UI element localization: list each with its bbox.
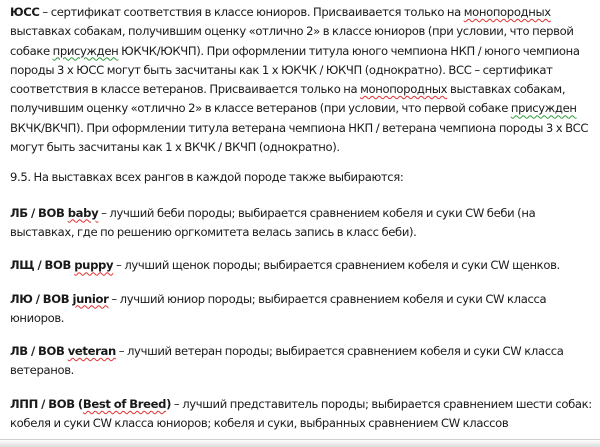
ycc-definition-part-a: – сертификат соответствия в классе юниоров. Присваивается только на: [39, 5, 464, 19]
item-junior: [10, 290, 594, 329]
item-term-en: Best of Breed: [82, 396, 167, 411]
item-term: [10, 258, 113, 272]
item-description: – лучший юниор породы; выбирается сравнением кобеля и суки CW класса юниоров.: [10, 291, 547, 325]
item-term-en: baby: [67, 205, 99, 220]
item-description: – лучший беби породы; выбирается сравнением кобеля и суки CW беби (на выставках, где по решению оргкомитета велась запись в класс беби).: [10, 205, 536, 239]
spellcheck-word-monopoly: монопородных: [360, 82, 448, 97]
item-description: – лучший представитель породы; выбирается сравнением шести собак: кобеля и суки CW класса юниоров; кобеля и суки, выбранных сравнением CW классов: [10, 396, 592, 431]
item-term-prefix: ЛЩ / BOB: [10, 258, 72, 273]
item-puppy: [10, 256, 594, 275]
item-term-prefix: ЛБ / BOB: [10, 205, 65, 220]
item-term: [10, 344, 116, 358]
vcc-definition-part-a: выставках собакам, получившим оценку «отлично 2» в классе ветеранов (при условии, что первой собаке: [10, 82, 566, 116]
spellcheck-word-monopoly: монопородных: [463, 5, 551, 19]
item-baby: [10, 204, 594, 243]
item-term-suffix: ): [166, 396, 172, 411]
item-term-prefix: ЛПП / BOB (: [10, 396, 83, 411]
page-bottom-edge: [0, 439, 600, 447]
item-term: [10, 397, 171, 411]
item-term-en: junior: [72, 291, 109, 306]
item-veteran: [10, 342, 594, 381]
section-heading: 9.5. На выставках всех рангов в каждой породе также выбираются:: [10, 170, 404, 185]
item-term-prefix: ЛЮ / BOB: [10, 291, 70, 306]
item-term: [10, 292, 109, 306]
item-term-en: veteran: [67, 344, 116, 359]
ycc-definition-part-b: выставках собакам, получившим оценку «отлично 2» в классе юниоров (при условии, что первой собаке: [10, 24, 574, 58]
grammar-word-awarded: присужден: [510, 101, 577, 116]
item-term-prefix: ЛВ / BOB: [10, 344, 65, 359]
item-term-en: puppy: [74, 258, 114, 273]
vcc-definition-part-b: ВКЧК/ВКЧП). При оформлении титула ветерана чемпиона НКП / ветерана чемпиона породы 3 х ВСС могут быть засчитаны как 1 х ВКЧК / ВКЧП (однократно).: [10, 120, 589, 155]
grammar-word-awarded: присужден: [52, 43, 119, 58]
item-term: [10, 206, 98, 220]
item-description: – лучший ветеран породы; выбирается сравнением кобеля и суки CW класса ветеранов.: [10, 344, 564, 378]
term-ycc: ЮСС: [10, 5, 40, 19]
item-best-of-breed: [10, 395, 594, 434]
ycc-definition-part-c: ЮКЧК/ЮКЧП). При оформлении титула юного чемпиона НКП / юного чемпиона породы 3 х ЮСС могут быть засчитаны как 1 х ЮКЧК / ЮКЧП (однократно). ВСС – сертификат соответствия в классе ветеранов. Присваивается только на: [10, 43, 580, 97]
paragraph-ycc-vcc: [10, 3, 594, 157]
item-description: – лучший щенок породы; выбирается сравнением кобеля и суки CW щенков.: [113, 258, 560, 273]
